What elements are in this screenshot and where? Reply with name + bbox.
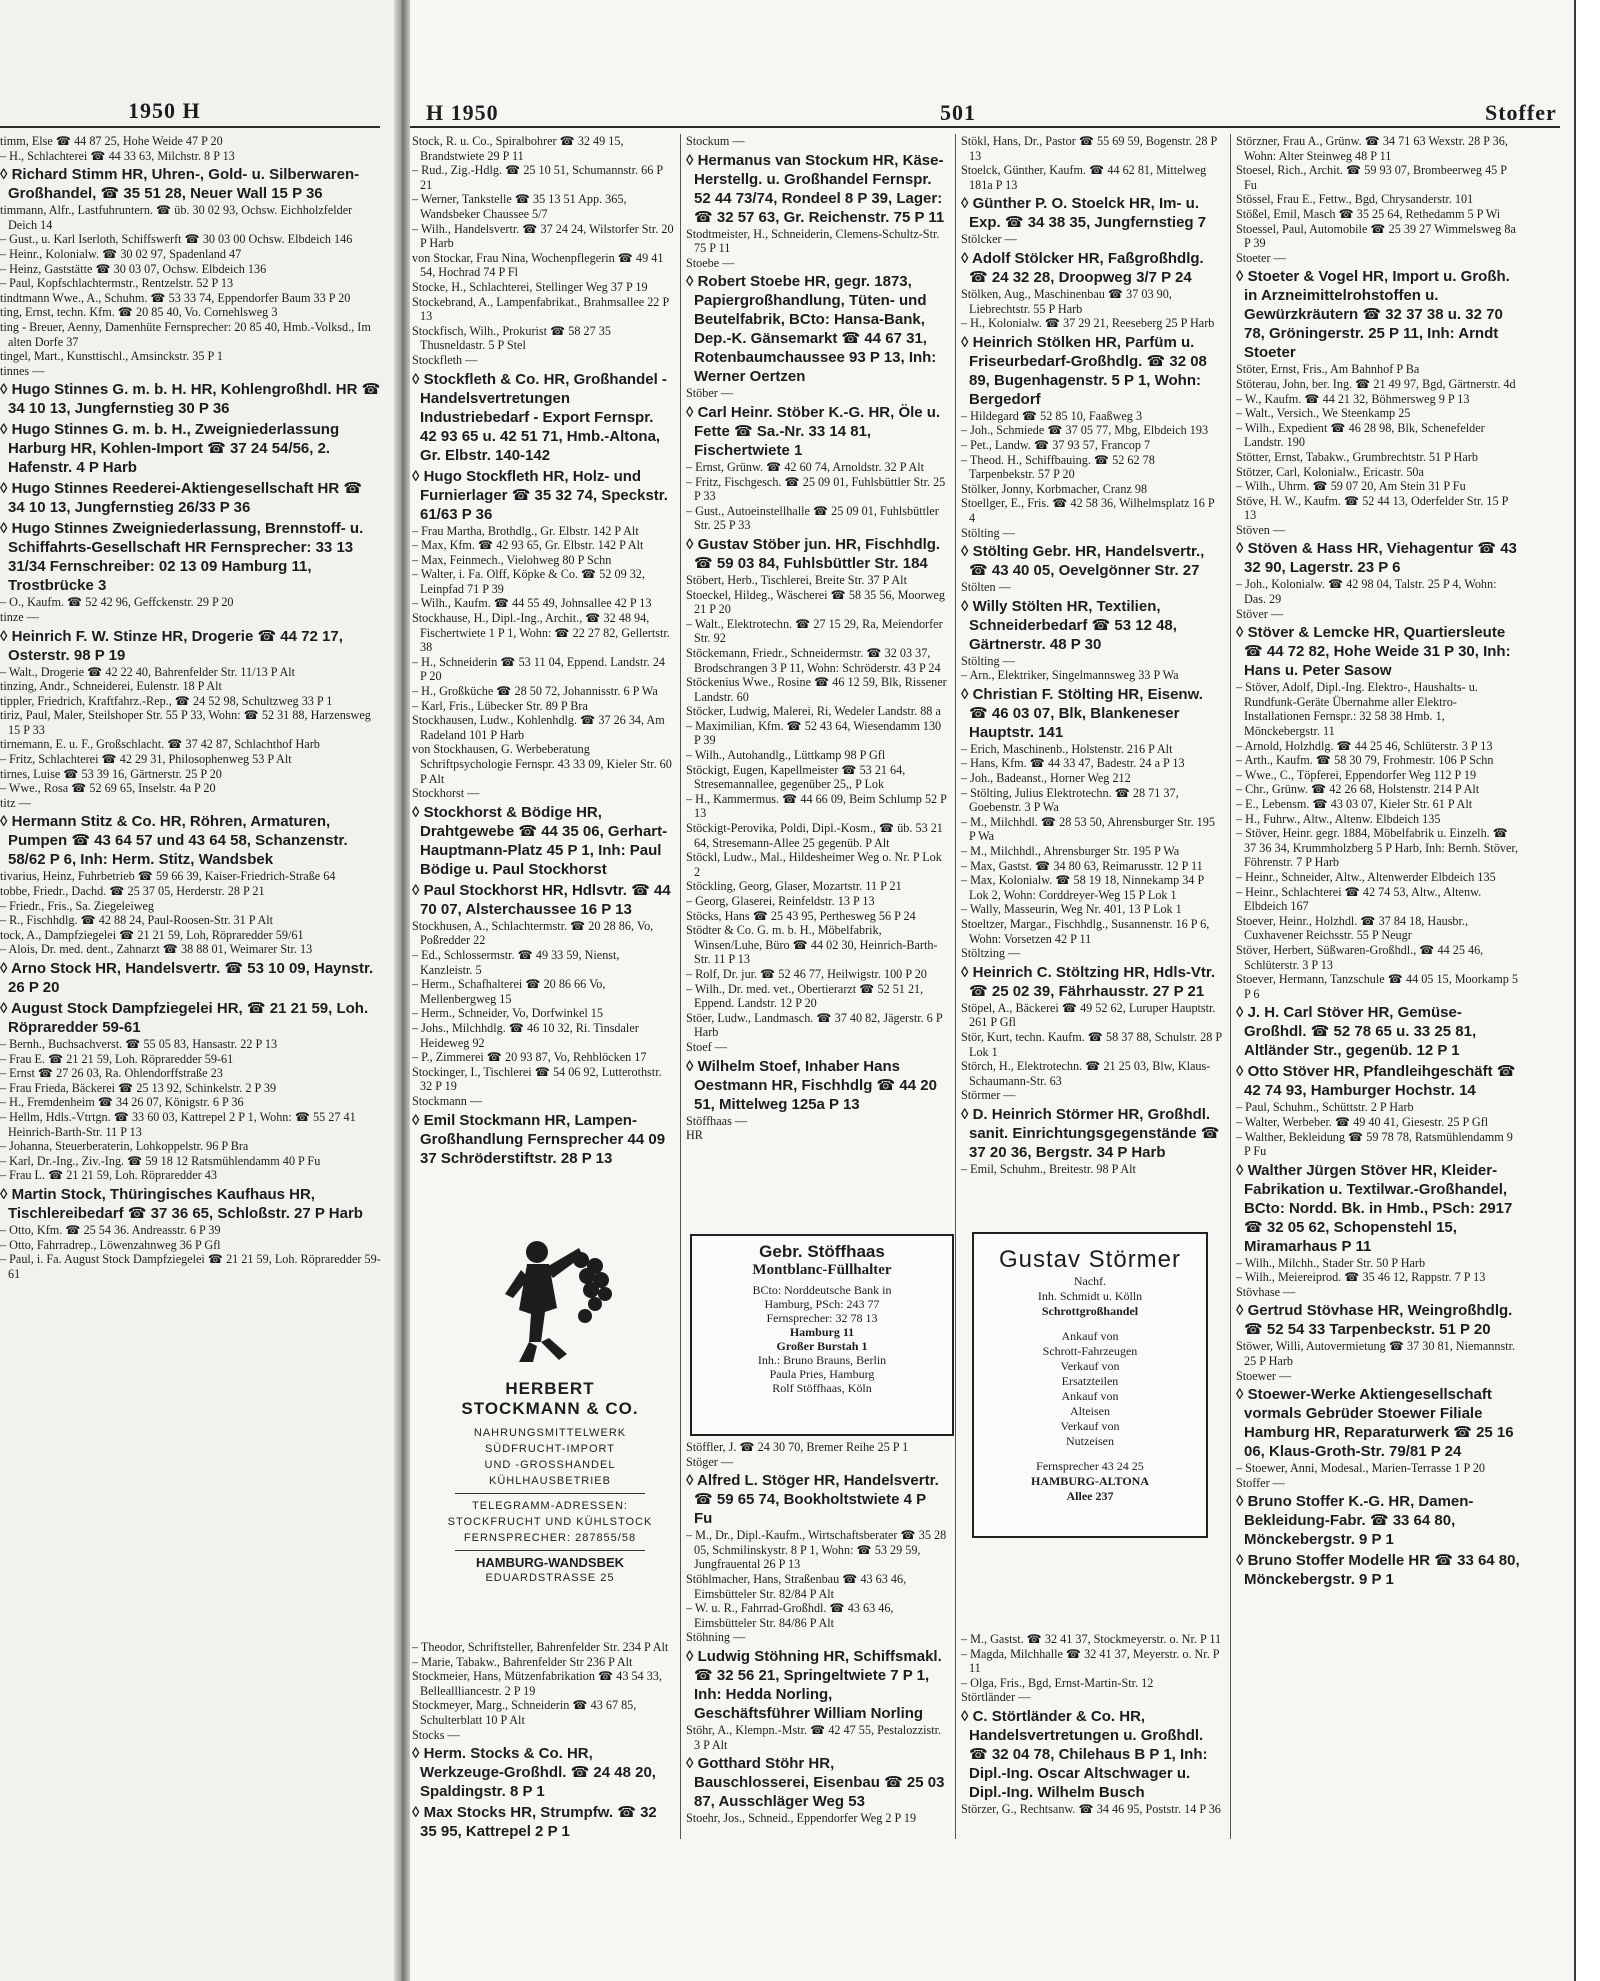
directory-entry: Stocke, H., Schlachterei, Stellinger Weg 37 P 19	[412, 279, 648, 294]
directory-entry: – M., Milchhdl. ☎ 28 53 50, Ahrensburger Str. 195 P Wa	[961, 814, 1215, 844]
directory-entry: – Joh., Kolonialw. ☎ 42 98 04, Talstr. 25 P 4, Wohn: Das. 29	[1236, 577, 1497, 607]
directory-entry: – Arth., Kaufm. ☎ 58 30 79, Frohmestr. 106 P Schn	[1236, 753, 1494, 768]
directory-entry: Stör, Kurt, techn. Kaufm. ☎ 58 37 88, Schulstr. 28 P Lok 1	[961, 1029, 1222, 1059]
directory-entry: Stössel, Frau E., Fettw., Bgd, Chrysanderstr. 101	[1236, 192, 1474, 207]
directory-entry: – Walt., Drogerie ☎ 42 22 40, Bahrenfelder Str. 11/13 P Alt	[0, 664, 296, 679]
directory-entry: – Wwe., Rosa ☎ 52 69 65, Inselstr. 4a P 20	[0, 781, 216, 796]
directory-entry: – H., Kammermus. ☎ 44 66 09, Beim Schlump 52 P 13	[686, 791, 947, 821]
directory-entry: – Paul, i. Fa. August Stock Dampfziegelei ☎ 21 21 59, Loh. Röpraredder 59-61	[0, 1252, 381, 1281]
directory-entry: Stoffer —	[1236, 1475, 1285, 1490]
directory-entry: ◊ Herm. Stocks & Co. HR, Werkzeuge-Großhdl. ☎ 24 48 20, Spaldingstr. 8 P 1	[412, 1745, 656, 1801]
directory-entry: – Bernh., Buchsachverst. ☎ 55 05 83, Hansastr. 22 P 13	[0, 1037, 278, 1051]
directory-entry: Stöckigt-Perovika, Poldi, Dipl.-Kosm., ☎ üb. 53 21 64, Stresemann-Allee 25 gegenüb. P Alt	[686, 821, 943, 850]
directory-entry: Stölken, Aug., Maschinenbau ☎ 37 03 90, Liebrechtstr. 55 P Harb	[961, 286, 1172, 316]
directory-entry: Stöffler, J. ☎ 24 30 70, Bremer Reihe 25 P 1	[686, 1440, 909, 1454]
directory-entry: ◊ C. Störtländer & Co. HR, Handelsvertretungen u. Großhdl. ☎ 32 04 78, Chilehaus B P 1, Inh: Dipl.-Ing. Oscar Altschwager u. Dipl.-Ing. Wilhelm Busch	[961, 1707, 1208, 1801]
directory-entry: – H., Großküche ☎ 28 50 72, Johannisstr. 6 P Wa	[412, 684, 658, 699]
directory-entry: ◊ Paul Stockhorst HR, Hdlsvtr. ☎ 44 70 07, Alsterchaussee 16 P 13	[412, 881, 671, 918]
ad-product: Montblanc-Füllhalter	[752, 1262, 892, 1278]
column-rule	[680, 134, 681, 1839]
directory-entry: – Herm., Schafhalterei ☎ 20 86 66 Vo, Mellenbergweg 15	[412, 977, 606, 1006]
ad-owner-line: Rolf Stöffhaas, Köln	[772, 1381, 872, 1395]
directory-entry: tirnes, Luise ☎ 53 39 16, Gärtnerstr. 25 P 20	[0, 766, 222, 781]
ad-owner-line: Paula Pries, Hamburg	[769, 1367, 875, 1381]
directory-entry: – Pet., Landw. ☎ 37 93 57, Francop 7	[961, 437, 1151, 452]
directory-entry: – Johs., Milchhdlg. ☎ 46 10 32, Ri. Tinsdaler Heideweg 92	[412, 1020, 639, 1050]
directory-entry: Stoesel, Rich., Archit. ☎ 59 93 07, Brombeerweg 45 P Fu	[1236, 163, 1507, 192]
directory-entry: – Walther, Bekleidung ☎ 59 78 78, Ratsmühlendamm 9 P Fu	[1236, 1129, 1513, 1159]
directory-entry: tiriz, Paul, Maler, Steilshoper Str. 55 P 33, Wohn: ☎ 52 31 88, Harzensweg 15 P 33	[0, 708, 371, 737]
ad-city: HAMBURG-ALTONA	[1030, 1474, 1149, 1488]
directory-entry: ◊ Hermanus van Stockum HR, Käse-Herstellg. u. Großhandel Fernspr. 52 44 73/74, Rondeel 8 P 39, Lager: ☎ 32 57 63, Gr. Reichenstr. 75 P 11	[686, 151, 945, 226]
ad-service-line: Ankauf von	[1061, 1389, 1119, 1403]
directory-entry: ◊ Carl Heinr. Stöber K.-G. HR, Öle u. Fette ☎ Sa.-Nr. 33 14 81, Fischertwiete 1	[686, 403, 941, 459]
directory-entry: Stocks —	[412, 1727, 460, 1742]
directory-entry: – Walt., Elektrotechn. ☎ 27 15 29, Ra, Meiendorfer Str. 92	[686, 616, 943, 646]
directory-entry: ◊ Christian F. Stölting HR, Eisenw. ☎ 46 03 07, Blk, Blankeneser Hauptstr. 141	[961, 685, 1203, 741]
directory-entry: – Ed., Schlossermstr. ☎ 49 33 59, Nienst, Kanzleistr. 5	[412, 947, 620, 977]
directory-entry: ◊ J. H. Carl Stöver HR, Gemüse-Großhdl. ☎ 52 78 65 u. 33 25 81, Altländer Str., gegenüb. 12 P 1	[1236, 1004, 1477, 1060]
directory-entry: – Wilh., Uhrm. ☎ 59 07 20, Am Stein 31 P Fu	[1236, 479, 1466, 494]
directory-entry: Stöver, Herbert, Süßwaren-Großhdl., ☎ 44 25 46, Schlüterstr. 3 P 13	[1236, 942, 1484, 972]
directory-entry: – Hans, Kfm. ☎ 44 33 47, Badestr. 24 a P 13	[961, 756, 1185, 771]
directory-entry: ◊ Adolf Stölcker HR, Faßgroßhdlg. ☎ 24 32 28, Droopweg 3/7 P 24	[961, 249, 1204, 286]
directory-entry: titz —	[0, 795, 31, 810]
directory-entry: – H., Schlachterei ☎ 44 33 63, Milchstr. 8 P 13	[0, 148, 235, 163]
directory-entry: – O., Kaufm. ☎ 52 42 96, Geffckenstr. 29 P 20	[0, 595, 234, 610]
directory-entry: Störzner, Frau A., Grünw. ☎ 34 71 63 Wexstr. 28 P 36, Wohn: Alter Steinweg 48 P 11	[1236, 134, 1508, 163]
directory-entry: Störzer, G., Rechtsanw. ☎ 34 46 95, Poststr. 14 P 36	[961, 1801, 1221, 1816]
directory-entry: ◊ Emil Stockmann HR, Lampen-Großhandlung Fernsprecher 44 09 37 Schröderstiftstr. 28 P 13	[412, 1111, 666, 1167]
ad-service-line: Verkauf von	[1060, 1359, 1120, 1373]
directory-entry: – M., Gastst. ☎ 32 41 37, Stockmeyerstr. o. Nr. P 11	[961, 1632, 1222, 1646]
directory-entry: – H., Fuhrw., Altw., Altenw. Elbdeich 135	[1236, 811, 1441, 826]
directory-entry: Stockmann —	[412, 1093, 483, 1108]
directory-entry: ◊ Stöven & Hass HR, Viehagentur ☎ 43 32 90, Lagerstr. 23 P 6	[1236, 540, 1517, 577]
directory-entry: – Wilh., Expedient ☎ 46 28 98, Blk, Schenefelder Landstr. 190	[1236, 420, 1485, 450]
directory-column-4	[1236, 134, 1520, 1834]
directory-entry: tippler, Friedrich, Kraftfahrz.-Rep., ☎ 24 52 98, Schultzweg 33 P 1	[0, 693, 333, 708]
directory-entry: tingel, Mart., Kunsttischl., Amsinckstr. 35 P 1	[0, 349, 223, 364]
directory-entry: Stöber —	[686, 386, 734, 401]
directory-entry: ◊ Stockhorst & Bödige HR, Drahtgewebe ☎ 44 35 06, Gerhart-Hauptmann-Platz 45 P 1, Inh: Paul Bödige u. Paul Stockhorst	[412, 803, 668, 878]
directory-entry: – Friedr., Fris., Sa. Ziegeleiweg	[0, 898, 155, 913]
directory-entry: Stöhning —	[686, 1630, 746, 1645]
directory-entry: – Georg, Glaserei, Reinfeldstr. 13 P 13	[686, 894, 875, 908]
directory-entry: Stöhlmacher, Hans, Straßenbau ☎ 43 63 46, Eimsbütteler Str. 82/84 P Alt	[686, 1571, 907, 1601]
directory-entry: ◊ Stockfleth & Co. HR, Großhandel - Handelsvertretungen Industriebedarf - Export Fernspr. 42 93 65 u. 42 51 71, Hmb.-Altona, Gr. Elbstr. 140-142	[412, 370, 667, 464]
directory-entry: ◊ Heinrich F. W. Stinze HR, Drogerie ☎ 44 72 17, Osterstr. 98 P 19	[0, 627, 343, 664]
directory-entry: – Walt., Versich., We Steenkamp 25	[1236, 406, 1411, 421]
ad-business-line: KÜHLHAUSBETRIEB	[489, 1475, 611, 1487]
directory-entry: Stockmeyer, Marg., Schneiderin ☎ 43 67 85, Schulterblatt 10 P Alt	[412, 1698, 637, 1727]
directory-entry: – Karl, Dr.-Ing., Ziv.-Ing. ☎ 59 18 12 Ratsmühlendamm 40 P Fu	[0, 1153, 321, 1168]
directory-entry: Stoebe —	[686, 255, 735, 270]
directory-entry: tinze —	[0, 609, 39, 624]
directory-entry: – W. u. R., Fahrrad-Großhdl. ☎ 43 63 46, Eimsbütteler Str. 84/86 P Alt	[686, 1601, 894, 1630]
directory-entry: Stöterau, John, ber. Ing. ☎ 21 49 97, Bgd, Gärtnerstr. 4d	[1236, 376, 1516, 391]
directory-entry: – Rolf, Dr. jur. ☎ 52 46 77, Heilwigstr. 100 P 20	[686, 966, 927, 981]
directory-entry: Stoeter —	[1236, 250, 1286, 265]
directory-entry: – Max, Feinmech., Vielohweg 80 P Schn	[412, 552, 612, 567]
directory-entry: ◊ Heinrich Stölken HR, Parfüm u. Friseurbedarf-Großhdlg. ☎ 32 08 89, Bugenhagenstr. 5 P 1, Wohn: Bergedorf	[961, 333, 1207, 408]
directory-entry: – Hellm, Hdls.-Vtrtgn. ☎ 33 60 03, Kattrepel 2 P 1, Wohn: ☎ 55 27 41 Heinrich-Barth-Str. 11 P 13	[0, 1109, 356, 1139]
directory-entry: – Erich, Maschinenb., Holstenstr. 216 P Alt	[961, 741, 1173, 756]
directory-entry: Stölten —	[961, 580, 1011, 595]
ad-phone: FERNSPRECHER: 287855/58	[463, 1532, 637, 1544]
directory-entry: Stöer, Ludw., Landmasch. ☎ 37 40 82, Jägerstr. 6 P Harb	[686, 1010, 943, 1040]
directory-entry: – Max, Gastst. ☎ 34 80 63, Reimarusstr. 12 P 11	[961, 858, 1203, 873]
ad-company-suffix: Nachf.	[1073, 1274, 1107, 1288]
directory-entry: Stöven —	[1236, 522, 1286, 537]
directory-entry: ◊ Günther P. O. Stoelck HR, Im- u. Exp. ☎ 34 38 35, Jungfernstieg 7	[961, 195, 1207, 232]
directory-entry: – Fritz, Fischgesch. ☎ 25 09 01, Fuhlsbüttler Str. 25 P 33	[686, 474, 946, 504]
directory-entry: ◊ Bruno Stoffer K.-G. HR, Damen-Bekleidung-Fabr. ☎ 33 64 80, Mönckebergstr. 9 P 1	[1236, 1493, 1474, 1549]
ad-city: Hamburg 11	[789, 1325, 855, 1339]
directory-entry: – Otto, Kfm. ☎ 25 54 36. Andreasstr. 6 P 39	[0, 1222, 221, 1237]
directory-entry: ◊ Gertrud Stövhase HR, Weingroßhdlg. ☎ 52 54 33 Tarpenbeckstr. 51 P 20	[1236, 1302, 1513, 1339]
directory-entry: Stöger —	[686, 1454, 734, 1469]
directory-column-3	[961, 134, 1223, 1224]
right-page-header-year: H 1950	[426, 100, 499, 125]
ad-service-line: Ersatzteilen	[1061, 1374, 1119, 1388]
directory-entry: – Heinz, Gaststätte ☎ 30 03 07, Ochsw. Elbdeich 136	[0, 261, 267, 276]
directory-entry: Stockhusen, A., Schlachtermstr. ☎ 20 28 86, Vo, Poßredder 22	[412, 918, 654, 948]
directory-entry: Stöwer, Willi, Autovermietung ☎ 37 30 81, Niemannstr. 25 P Harb	[1236, 1339, 1516, 1369]
directory-entry: tobbe, Friedr., Dachd. ☎ 25 37 05, Herderstr. 28 P 21	[0, 884, 265, 899]
directory-entry: – Hildegard ☎ 52 85 10, Faaßweg 3	[961, 408, 1143, 423]
stoermer-advertisement	[972, 1232, 1208, 1538]
directory-entry: – Wilh., Handelsvertr. ☎ 37 24 24, Wilstorfer Str. 20 P Harb	[412, 221, 674, 251]
directory-entry: Stockum —	[686, 134, 745, 148]
ad-telegram: TELEGRAMM-ADRESSEN: STOCKFRUCHT UND KÜHLSTOCK	[447, 1500, 653, 1528]
ad-city: HAMBURG-WANDSBEK	[475, 1555, 625, 1570]
directory-entry: ◊ Willy Stölten HR, Textilien, Schneiderbedarf ☎ 53 12 48, Gärtnerstr. 48 P 30	[961, 597, 1177, 653]
directory-entry: – Heinr., Schlachterei ☎ 42 74 53, Altw., Altenw. Elbdeich 167	[1236, 884, 1482, 914]
directory-entry: – Wally, Masseurin, Weg Nr. 401, 13 P Lok 1	[961, 902, 1182, 917]
left-page	[0, 0, 395, 1981]
directory-entry: Stockhausen, Ludw., Kohlenhdlg. ☎ 37 26 34, Am Radeland 101 P Harb	[412, 713, 665, 742]
directory-entry: – Joh., Schmiede ☎ 37 05 77, Mbg, Elbdeich 193	[961, 423, 1209, 438]
directory-entry: Stölting —	[961, 653, 1015, 668]
directory-entry: – Herm., Schneider, Vo, Dorfwinkel 15	[412, 1006, 603, 1021]
directory-entry: – P., Zimmerei ☎ 20 93 87, Vo, Rehblöcken 17	[412, 1050, 647, 1065]
directory-entry: – M., Dr., Dipl.-Kaufm., Wirtschaftsberater ☎ 35 28 05, Schmilinskystr. 8 P 1, Wohn: ☎ 53 29 59, Jungfrauental 26 P 13	[686, 1528, 947, 1572]
ad-service-line: Alteisen	[1070, 1404, 1110, 1418]
directory-entry: Stoelck, Günther, Kaufm. ☎ 44 62 81, Mittelweg 181a P 13	[961, 163, 1207, 192]
directory-entry: – Otto, Fahrradrep., Löwenzahnweg 36 P Gfl	[0, 1237, 221, 1252]
directory-entry: – Paul, Schuhm., Schüttstr. 2 P Harb	[1236, 1100, 1414, 1115]
book-gutter	[394, 0, 410, 1981]
ad-business-line: UND -GROSSHANDEL	[484, 1459, 616, 1471]
directory-entry: von Stockar, Frau Nina, Wochenpflegerin ☎ 49 41 54, Hochrad 74 P Fl	[412, 250, 664, 280]
directory-entry: Stölcker —	[961, 232, 1017, 247]
directory-entry: Stöver —	[1236, 606, 1284, 621]
left-page-header: 1950 H	[128, 98, 201, 123]
directory-entry: Stöckling, Georg, Glaser, Mozartstr. 11 P 21	[686, 879, 902, 894]
directory-entry: tindtmann Wwe., A., Schuhm. ☎ 53 33 74, Eppendorfer Baum 33 P 20	[0, 290, 351, 305]
directory-entry: Stoessel, Paul, Automobile ☎ 25 39 27 Wimmelsweg 8a P 39	[1236, 221, 1516, 251]
directory-entry: – Ernst, Grünw. ☎ 42 60 74, Arnoldstr. 32 P Alt	[686, 459, 925, 474]
directory-entry: Stötzer, Carl, Kolonialw., Ericastr. 50a	[1236, 464, 1424, 479]
directory-entry: – H., Kolonialw. ☎ 37 29 21, Reeseberg 25 P Harb	[961, 316, 1215, 331]
directory-entry: – Wilh., Meiereiprod. ☎ 35 46 12, Rappstr. 7 P 13	[1236, 1270, 1486, 1285]
directory-entry: tivarius, Heinz, Fuhrbetrieb ☎ 59 66 39, Kaiser-Friedrich-Straße 64	[0, 869, 336, 884]
directory-entry: – H., Fremdenheim ☎ 34 26 07, Königstr. 6 P 36	[0, 1095, 244, 1110]
ad-business-line: SÜDFRUCHT-IMPORT	[484, 1443, 616, 1455]
directory-entry: Stöckemann, Friedr., Schneidermstr. ☎ 32 03 37, Brodschrangen 3 P 11, Wohn: Schröderstr. 43 P 24	[686, 645, 941, 675]
directory-entry: Stoewer —	[1236, 1368, 1292, 1383]
directory-entry: – Johanna, Steuerberaterin, Lohkoppelstr. 96 P Bra	[0, 1139, 249, 1154]
directory-entry: – M., Milchhdl., Ahrensburger Str. 195 P Wa	[961, 844, 1180, 859]
directory-entry: ◊ Gustav Stöber jun. HR, Fischhdlg. ☎ 59 03 84, Fuhlsbüttler Str. 184	[686, 535, 941, 572]
directory-entry: ◊ Stölting Gebr. HR, Handelsvertr., ☎ 43 40 05, Oevelgönner Str. 27	[961, 543, 1205, 580]
directory-entry: – Karl, Fris., Lübecker Str. 89 P Bra	[412, 698, 588, 713]
directory-entry: ◊ Walther Jürgen Stöver HR, Kleider-Fabrikation u. Textilwar.-Großhandel, BCto: Nordd. Bk. in Hmb., PSch: 2917 ☎ 32 05 62, Schopenstehl 15, Miramarhaus P 11	[1236, 1161, 1513, 1255]
directory-column-3-bottom	[961, 1632, 1223, 1842]
directory-entry: – Stölting, Julius Elektrotechn. ☎ 28 71 37, Goebenstr. 3 P Wa	[961, 785, 1179, 815]
column-rule	[1230, 134, 1231, 1839]
directory-entry: ◊ August Stock Dampfziegelei HR, ☎ 21 21 59, Loh. Röpraredder 59-61	[0, 1000, 369, 1036]
directory-entry: Störmer —	[961, 1088, 1016, 1103]
directory-entry: tinnes —	[0, 363, 45, 378]
directory-entry: ◊ Arno Stock HR, Handelsvertr. ☎ 53 10 09, Haynstr. 26 P 20	[0, 960, 374, 996]
directory-entry: – Maximilian, Kfm. ☎ 52 43 64, Wiesendamm 130 P 39	[686, 718, 942, 748]
stockmann-advertisement	[425, 1222, 675, 1627]
directory-entry: Störch, H., Elektrotechn. ☎ 21 25 03, Blw, Klaus-Schaumann-Str. 63	[961, 1059, 1211, 1088]
ad-divider	[455, 1493, 645, 1494]
directory-entry: – Walter, Werbeber. ☎ 49 40 41, Giesestr. 25 P Gfl	[1236, 1114, 1489, 1129]
directory-entry: Stoellger, E., Fris. ☎ 42 58 36, Wilhelmsplatz 16 P 4	[961, 496, 1215, 525]
directory-entry: – Wwe., C., Töpferei, Eppendorfer Weg 112 P 19	[1236, 767, 1477, 782]
ad-street: Großer Burstah 1	[776, 1339, 868, 1353]
directory-entry: ting, Ernst, techn. Kfm. ☎ 20 85 40, Vo. Cornehlsweg 3	[0, 305, 278, 320]
directory-entry: – Wilh., Kaufm. ☎ 44 55 49, Johnsallee 42 P 13	[412, 596, 652, 611]
column-rule	[955, 134, 956, 1839]
running-head: Stoffer	[1485, 100, 1557, 125]
directory-entry: – R., Fischhdlg. ☎ 42 88 24, Paul-Roosen-Str. 31 P Alt	[0, 913, 274, 928]
directory-entry: Störtländer —	[961, 1690, 1031, 1705]
directory-entry: ◊ Heinrich C. Stöltzing HR, Hdls-Vtr. ☎ 25 02 39, Fährhausstr. 27 P 21	[961, 963, 1216, 1000]
directory-entry: Stöcker, Ludwig, Malerei, Ri, Wedeler Landstr. 88 a	[686, 704, 941, 719]
directory-entry: – Joh., Badeanst., Horner Weg 212	[961, 771, 1131, 786]
directory-entry: Stölker, Jonny, Korbmacher, Cranz 98	[961, 481, 1148, 496]
directory-entry: – Wilh., Dr. med. vet., Obertierarzt ☎ 52 51 21, Eppend. Landstr. 12 P 20	[686, 981, 924, 1011]
ad-phone: Fernsprecher: 32 78 13	[766, 1311, 878, 1325]
directory-entry: – Frau Frieda, Bäckerei ☎ 25 13 92, Schinkelstr. 2 P 39	[0, 1080, 277, 1095]
directory-entry: – Ernst ☎ 27 26 03, Ra. Ohlendorffstraße 23	[0, 1066, 223, 1081]
directory-entry: – Gust., u. Karl Iserloth, Schiffswerft ☎ 30 03 00 Ochsw. Elbdeich 146	[0, 232, 353, 247]
directory-entry: ◊ Wilhelm Stoef, Inhaber Hans Oestmann HR, Fischhdlg ☎ 44 20 51, Mittelweg 125a P 13	[686, 1057, 937, 1113]
directory-entry: – Frau E. ☎ 21 21 59, Loh. Röpraredder 59-61	[0, 1051, 234, 1066]
ad-company-name: Gustav Störmer	[998, 1246, 1182, 1273]
ad-company-line-2: STOCKMANN & CO.	[461, 1399, 639, 1418]
directory-entry: ◊ D. Heinrich Störmer HR, Großhdl. sanit. Einrichtungsgegenstände ☎ 37 20 36, Bergstr. 34 P Harb	[961, 1105, 1220, 1161]
ad-trade: Schrottgroßhandel	[1041, 1304, 1139, 1318]
directory-entry: von Stockhausen, G. Werbeberatung Schriftpsychologie Fernspr. 43 33 09, Kieler Str. 60 P Alt	[412, 742, 672, 786]
directory-entry: ◊ Stöver & Lemcke HR, Quartiersleute ☎ 44 72 82, Hohe Weide 31 P 30, Inh: Hans u. Peter Sasow	[1236, 624, 1511, 680]
directory-entry: – Walter, i. Fa. Olff, Köpke & Co. ☎ 52 09 32, Leinpfad 71 P 39	[412, 567, 645, 596]
directory-column-2-bottom	[686, 1440, 948, 1840]
directory-entry: Stoef —	[686, 1039, 727, 1054]
directory-entry: ◊ Stoeter & Vogel HR, Import u. Großh. in Arzneimittelrohstoffen u. Gewürzkräutern ☎ 32 37 38 u. 32 70 78, Gröningerstr. 25 P 11, Inh: Arndt Stoeter	[1236, 268, 1510, 362]
directory-entry: Stockhause, H., Dipl.-Ing., Archit., ☎ 32 48 94, Fischertwiete 1 P 1, Wohn: ☎ 22 27 82, Gellertstr. 38	[412, 611, 670, 655]
directory-entry: Stödter & Co. G. m. b. H., Möbelfabrik, Winsen/Luhe, Büro ☎ 44 02 30, Heinrich-Barth-Str. 11 P 13	[686, 923, 938, 967]
directory-entry: ◊ Hugo Stockfleth HR, Holz- und Furnierlager ☎ 35 32 74, Speckstr. 61/63 P 36	[412, 467, 668, 523]
directory-entry: ◊ Richard Stimm HR, Uhren-, Gold- u. Silberwaren-Großhandel, ☎ 35 51 28, Neuer Wall 15 P 36	[0, 166, 360, 203]
directory-entry: ◊ Stoewer-Werke Aktiengesellschaft vormals Gebrüder Stoewer Filiale Hamburg HR, Reparaturwerk ☎ 25 16 06, Klaus-Groth-Str. 79/81 P 24	[1236, 1386, 1514, 1461]
directory-column-1	[412, 134, 674, 1219]
directory-entry: Stodtmeister, H., Schneiderin, Clemens-Schultz-Str. 75 P 11	[686, 226, 940, 256]
directory-entry: ◊ Hugo Stinnes Zweigniederlassung, Brennstoff- u. Schiffahrts-Gesellschaft HR Fernsprecher: 33 13 31/34 Fernschreiber: 02 13 09 Hamburg 11, Trostbrücke 3	[0, 520, 364, 595]
directory-entry: Stockfleth —	[412, 352, 478, 367]
directory-entry: – W., Kaufm. ☎ 44 21 32, Böhmersweg 9 P 13	[1236, 391, 1470, 406]
directory-entry: – Stöver, Adolf, Dipl.-Ing. Elektro-, Haushalts- u. Rundfunk-Geräte Übernahme aller Elektro-Installationen Fernspr.: 32 58 38 Hmb. 1, Mönckebergstr. 11	[1236, 680, 1478, 739]
directory-entry: Stökl, Hans, Dr., Pastor ☎ 55 69 59, Bogenstr. 28 P 13	[961, 134, 1217, 163]
directory-entry: Stoever, Hermann, Tanzschule ☎ 44 05 15, Moorkamp 5 P 6	[1236, 972, 1519, 1001]
directory-entry: Stöpel, A., Bäckerei ☎ 49 52 62, Luruper Hauptstr. 261 P Gfl	[961, 1000, 1216, 1030]
ad-service-line: Nutzeisen	[1066, 1434, 1114, 1448]
directory-entry: – Rud., Zig.-Hdlg. ☎ 25 10 51, Schumannstr. 66 P 21	[412, 163, 663, 192]
directory-entry: Stößel, Emil, Masch ☎ 35 25 64, Rethedamm 5 P Wi	[1236, 206, 1501, 221]
porter-carrying-grapes-icon	[475, 1230, 625, 1370]
directory-entry: – Werner, Tankstelle ☎ 35 13 51 App. 365, Wandsbeker Chaussee 5/7	[412, 192, 627, 221]
ad-phone: Fernsprecher 43 24 25	[1036, 1459, 1144, 1473]
directory-entry: – Max, Kolonialw. ☎ 58 19 18, Ninnekamp 34 P Lok 2, Wohn: Corddreyer-Weg 15 P Lok 1	[961, 873, 1204, 902]
ad-divider	[455, 1550, 645, 1551]
directory-entry: ◊ Hermann Stitz & Co. HR, Röhren, Armaturen, Pumpen ☎ 43 64 57 und 43 64 58, Schanzenstr. 58/62 P 6, Inh: Herm. Stitz, Wandsbek	[0, 813, 348, 869]
directory-entry: Stockhorst —	[412, 786, 480, 801]
directory-entry: Stöhr, A., Klempn.-Mstr. ☎ 42 47 55, Pestalozzistr. 3 P Alt	[686, 1722, 942, 1752]
header-rule	[0, 126, 380, 128]
directory-entry: ◊ Bruno Stoffer Modelle HR ☎ 33 64 80, Mönckebergstr. 9 P 1	[1236, 1552, 1520, 1589]
ad-business-line: NAHRUNGSMITTELWERK	[473, 1427, 627, 1439]
directory-column-2	[686, 134, 948, 1224]
directory-entry: Stötter, Ernst, Tabakw., Grumbrechtstr. 51 P Harb	[1236, 449, 1478, 464]
directory-entry: Stöffhaas —	[686, 1113, 748, 1128]
directory-entry: – Gust., Autoeinstellhalle ☎ 25 09 01, Fuhlsbüttler Str. 25 P 33	[686, 503, 939, 533]
directory-entry: ◊ Hugo Stinnes G. m. b. H., Zweigniederlassung Harburg HR, Kohlen-Import ☎ 37 24 54/56, 2. Hafenstr. 4 P Harb	[0, 421, 340, 477]
ad-owner-line: Inh.: Bruno Brauns, Berlin	[757, 1353, 887, 1367]
directory-entry: – Emil, Schuhm., Breitestr. 98 P Alt	[961, 1161, 1136, 1176]
directory-entry: – Fritz, Schlachterei ☎ 42 29 31, Philosophenweg 53 P Alt	[0, 752, 292, 767]
directory-entry: ◊ Max Stocks HR, Strumpfw. ☎ 32 35 95, Kattrepel 2 P 1	[412, 1804, 657, 1840]
directory-entry: Stölting —	[961, 525, 1015, 540]
directory-entry: Stöcks, Hans ☎ 25 43 95, Perthesweg 56 P 24	[686, 908, 916, 923]
directory-entry: Stöckenius Wwe., Rosine ☎ 46 12 59, Blk, Rissener Landstr. 60	[686, 675, 947, 704]
directory-entry: ting - Breuer, Aenny, Damenhüte Fernsprecher: 20 85 40, Hmb.-Volksd., Im alten Dorfe 37	[0, 319, 371, 349]
directory-entry: – Heinr., Schneider, Altw., Altenwerder Elbdeich 135	[1236, 869, 1496, 884]
directory-entry: – Chr., Grünw. ☎ 42 26 68, Holstenstr. 214 P Alt	[1236, 782, 1480, 797]
directory-entry: tirnemann, E. u. F., Großschlacht. ☎ 37 42 87, Schlachthof Harb	[0, 737, 320, 752]
ad-service-line: Schrott-Fahrzeugen	[1042, 1344, 1138, 1358]
directory-entry: Stoever, Heinr., Holzhdl. ☎ 37 84 18, Hausbr., Cuxhavener Reichsstr. 55 P Neugr	[1236, 913, 1469, 943]
right-page	[410, 0, 1574, 1981]
directory-entry: ◊ Hugo Stinnes G. m. b. H. HR, Kohlengroßhdl. HR ☎ 34 10 13, Jungfernstieg 30 P 36	[0, 381, 381, 418]
directory-entry: Stöckigt, Eugen, Kapellmeister ☎ 53 21 64, Stresemannallee, gegenüber 25,, P Lok	[686, 762, 906, 792]
directory-entry: – Frau L. ☎ 21 21 59, Loh. Röpraredder 43	[0, 1168, 217, 1183]
directory-entry: – Alois, Dr. med. dent., Zahnarzt ☎ 38 88 01, Weimarer Str. 13	[0, 942, 313, 957]
directory-entry: Stockmeier, Hans, Mützenfabrikation ☎ 43 54 33, Belleallliancestr. 2 P 19	[412, 1669, 662, 1698]
ad-street: Allee 237	[1066, 1489, 1114, 1503]
directory-entry: – Frau Martha, Brothdlg., Gr. Elbstr. 142 P Alt	[412, 523, 639, 538]
directory-entry: Stöve, H. W., Kaufm. ☎ 52 44 13, Oderfelder Str. 15 P 13	[1236, 493, 1508, 523]
directory-entry: Stoeckel, Hildeg., Wäscherei ☎ 58 35 56, Moorweg 21 P 20	[686, 587, 945, 617]
ad-bank-line: Hamburg, PSch: 243 77	[764, 1297, 880, 1311]
directory-entry: – E., Lebensm. ☎ 43 03 07, Kieler Str. 61 P Alt	[1236, 797, 1473, 811]
directory-entry: Stockebrand, A., Lampenfabrikat., Brahmsallee 22 P 13	[412, 294, 669, 324]
directory-entry: HR	[686, 1128, 703, 1143]
stoeffhaas-advertisement	[690, 1234, 954, 1436]
header-rule	[410, 126, 1560, 128]
directory-entry: – H., Schneiderin ☎ 53 11 04, Eppend. Landstr. 24 P 20	[412, 654, 666, 684]
directory-entry: – Magda, Milchhalle ☎ 32 41 37, Meyerstr. o. Nr. P 11	[961, 1646, 1220, 1676]
directory-entry: – Heinr., Kolonialw. ☎ 30 02 97, Spadenland 47	[0, 246, 242, 261]
directory-column-1-bottom	[412, 1640, 674, 1840]
ad-owner: Inh. Schmidt u. Kölln	[1037, 1289, 1143, 1303]
directory-entry: – Arn., Elektriker, Singelmannsweg 33 P Wa	[961, 668, 1179, 683]
directory-entry: ◊ Ludwig Stöhning HR, Schiffsmakl. ☎ 32 56 21, Springeltwiete 7 P 1, Inh: Hedda Norling, Geschäftsführer William Norling	[686, 1647, 942, 1722]
ad-company-line-1: HERBERT	[505, 1379, 595, 1398]
directory-entry: – Wilh., Autohandlg., Lüttkamp 98 P Gfl	[686, 748, 886, 763]
left-page-column	[0, 134, 382, 1834]
directory-entry: Stoehr, Jos., Schneid., Eppendorfer Weg 2 P 19	[686, 1811, 917, 1826]
directory-entry: – Marie, Tabakw., Bahrenfelder Str 236 P Alt	[412, 1654, 633, 1669]
directory-entry: ◊ Robert Stoebe HR, gegr. 1873, Papiergroßhandlung, Tüten- und Beutelfabrik, BCto: Hansa-Bank, Dep.-K. Gänsemarkt ☎ 44 67 31, Rotenbaumchaussee 93 P 13, Inh: Werner Oertzen	[686, 273, 937, 386]
directory-entry: tinzing, Andr., Schneiderei, Eulenstr. 18 P Alt	[0, 679, 222, 694]
directory-entry: Stöter, Ernst, Fris., Am Bahnhof P Ba	[1236, 362, 1420, 377]
directory-entry: – Theodor, Schriftsteller, Bahrenfelder Str. 234 P Alt	[412, 1640, 669, 1654]
directory-entry: ◊ Otto Stöver HR, Pfandleihgeschäft ☎ 42 74 93, Hamburger Hochstr. 14	[1236, 1063, 1516, 1100]
directory-entry: ◊ Alfred L. Stöger HR, Handelsvertr. ☎ 59 65 74, Bookholtstwiete 4 P Fu	[686, 1472, 939, 1528]
directory-entry: Stöbert, Herb., Tischlerei, Breite Str. 37 P Alt	[686, 572, 907, 587]
page-number: 501	[940, 100, 976, 125]
directory-entry: Stöckl, Ludw., Mal., Hildesheimer Weg o. Nr. P Lok 2	[686, 850, 942, 879]
directory-entry: – Olga, Fris., Bgd, Ernst-Martin-Str. 12	[961, 1675, 1154, 1690]
ad-street: EDUARDSTRASSE 25	[485, 1572, 615, 1584]
directory-entry: – Stöver, Heinr. gegr. 1884, Möbelfabrik u. Einzelh. ☎ 37 36 34, Krummholzberg 5 P Harb, Inh: Bernh. Stöver, Föhrenstr. 7 P Harb	[1236, 826, 1519, 870]
directory-entry: – Max, Kfm. ☎ 42 93 65, Gr. Elbstr. 142 P Alt	[412, 538, 644, 553]
directory-entry: ◊ Hugo Stinnes Reederei-Aktiengesellschaft HR ☎ 34 10 13, Jungfernstieg 26/33 P 36	[0, 480, 363, 517]
directory-entry: – Stoewer, Anni, Modesal., Marien-Terrasse 1 P 20	[1236, 1461, 1486, 1476]
directory-entry: Stockfisch, Wilh., Prokurist ☎ 58 27 35 Thusneldastr. 5 P Stel	[412, 323, 611, 353]
directory-entry: timm, Else ☎ 44 87 25, Hohe Weide 47 P 20	[0, 134, 223, 148]
directory-entry: Stöltzing —	[961, 946, 1021, 961]
ad-service-line: Ankauf von	[1061, 1329, 1119, 1343]
directory-entry: Stövhase —	[1236, 1284, 1296, 1299]
directory-entry: tock, A., Dampfziegelei ☎ 21 21 59, Loh, Röpraredder 59/61	[0, 927, 304, 942]
directory-entry: – Paul, Kopfschlachtermstr., Rentzelstr. 52 P 13	[0, 276, 234, 291]
ad-service-line: Verkauf von	[1060, 1419, 1120, 1433]
directory-entry: – Arnold, Holzhdlg. ☎ 44 25 46, Schlüterstr. 3 P 13	[1236, 738, 1493, 753]
page-edge	[1574, 0, 1600, 1981]
directory-entry: timmann, Alfr., Lastfuhruntern. ☎ üb. 30 02 93, Ochsw. Eichholzfelder Deich 14	[0, 203, 353, 232]
ad-bank-line: BCto: Norddeutsche Bank in	[752, 1283, 892, 1297]
directory-entry: ◊ Gotthard Stöhr HR, Bauschlosserei, Eisenbau ☎ 25 03 87, Ausschläger Weg 53	[686, 1755, 945, 1811]
directory-entry: – Wilh., Milchh., Stader Str. 50 P Harb	[1236, 1255, 1426, 1270]
directory-entry: Stoeltzer, Margar., Fischhdlg., Susannenstr. 16 P 6, Wohn: Vorsetzen 42 P 11	[961, 917, 1210, 946]
directory-entry: ◊ Martin Stock, Thüringisches Kaufhaus HR, Tischlereibedarf ☎ 37 36 65, Schloßstr. 27 P Harb	[0, 1185, 363, 1222]
directory-entry: Stockinger, I., Tischlerei ☎ 54 06 92, Lutterothstr. 32 P 19	[412, 1064, 662, 1094]
ad-company-name: Gebr. Stöffhaas	[759, 1242, 885, 1261]
directory-entry: – Theod. H., Schiffbauing. ☎ 52 62 78 Tarpenbekstr. 57 P 20	[961, 452, 1155, 482]
directory-entry: Stock, R. u. Co., Spiralbohrer ☎ 32 49 15, Brandstwiete 29 P 11	[412, 134, 624, 163]
